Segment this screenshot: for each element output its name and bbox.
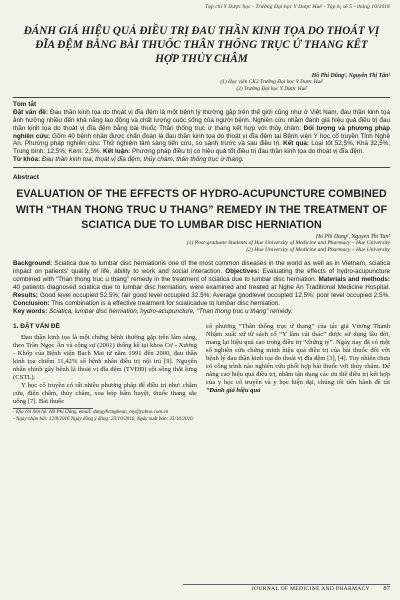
body-columns bbox=[13, 323, 390, 423]
methods-label: Đối tượng và phương pháp nghiên cứu: bbox=[13, 124, 390, 140]
objective-label: Đặt vấn đề: bbox=[13, 108, 48, 116]
english-abstract-label: Abstract bbox=[13, 174, 39, 182]
english-abstract bbox=[13, 260, 390, 308]
objectives-label: Objectives: bbox=[225, 267, 260, 275]
body-paragraph: Đau thần kinh tọa là một chứng bệnh thường gặp trên lâm sàng, theo Trần Ngọc Ân và cộng sự (2001) thống kê tại khoa Cơ - Xương - Khớp của Bệnh viện Bạch Mai từ năm 1991 đến 2000, đau thần kinh tọa chiếm 11,42% số bệnh nhân điều trị nội trú [9]. Nguyên nhân chính gây bệnh là thoát vị đĩa đệm (TVĐĐ) cột sống thắt lưng (CSTL). bbox=[13, 333, 197, 382]
body-paragraph-text: cổ phương “Thân thống trục ứ thang” của tác giả Vương Thanh Nhậm xuất xứ từ sách cổ “Y lâm cải thác” được sử dụng lâu đời, mang lại hiệu quả cao trong điều trị “chứng tý”. Ngày nay đã có một số nghiên cứu chứng minh hiệu quả điều trị của bài thuốc đối với bệnh lý đau thần kinh tọa do thoát vị đĩa đệm [3], [4]. Tuy nhiên chưa có công trình nào nghiên cứu phối hợp bài thuốc với thủy châm. Để nâng cao hiệu quả điều trị, nhằm tận dụng các ưu thế điều trị kết hợp của y học cổ truyền và y học hiện đại, chúng tôi tiến hành đề tài bbox=[206, 322, 390, 387]
vietnamese-abstract-label: Tóm tắt bbox=[13, 100, 37, 108]
vietnamese-affiliation-2: (2) Trường Đại học Y Dược Huế bbox=[236, 86, 307, 93]
vietnamese-keywords bbox=[13, 156, 390, 164]
materials-methods-label: Materials and methods: bbox=[318, 275, 390, 283]
page-footer bbox=[13, 586, 390, 596]
footer-rule bbox=[183, 584, 390, 585]
journal-name: JOURNAL OF MEDICINE AND PHARMACY bbox=[251, 586, 370, 592]
body-paragraph: Y học cổ truyền có rất nhiều phương pháp để điều trị như: châm cứu, điện châm, thủy châm, xoa bóp bấm huyệt, thuốc thang sắc uống [7]. Bài thuốc bbox=[13, 382, 197, 406]
materials-methods-text: 40 patients diagnosed sciatica due to lumbar disc herniation, were examined and treated at Nghe An Traditional Medicine Hospital. bbox=[13, 283, 390, 291]
left-column bbox=[13, 323, 197, 423]
conclusion-label: Conclusion: bbox=[13, 299, 50, 307]
footnote-contact: - Địa chỉ liên hệ: Hồ Phi Dũng, email: dungyhctnghean_my@yahoo.com.vn bbox=[13, 409, 169, 416]
english-affiliation-1: (1) Post-graduate Students of Hue University of Medicine and Pharmacy – Hue University bbox=[186, 240, 390, 247]
english-title: EVALUATION OF THE EFFECTS OF HYDRO-ACUPUNCTURE COMBINED WITH “THAN THONG TRUC U THANG” REMEDY IN THE TREATMENT OF SCIATICA DUE TO LUMBAR DISC HERNIATION bbox=[15, 188, 388, 232]
objective-text: Đau thần kinh tọa do thoát vị đĩa đệm là một bệnh lý thường gặp trên thế giới cũng như ở Việt Nam, đau thần kinh tọa ảnh hưởng nhiều đến khả năng lao động và chất lượng cuộc sống của người bệnh. Nghiên cứu nhằm đánh giá hiệu quả điều trị đau thần kinh tọa do thoát vị đĩa đệm bằng bài thuốc Thân thống trục ứ thang kết hợp với thủy châm. bbox=[13, 108, 390, 132]
keywords-label: Key words: bbox=[13, 307, 48, 315]
page-number: 87 bbox=[383, 585, 390, 592]
english-keywords bbox=[13, 308, 390, 316]
results-label: Kết quả: bbox=[283, 140, 309, 148]
conclusion-text: This combination is a effective treatment for sciaticadue to lumbar disc herniation. bbox=[49, 299, 281, 307]
divider bbox=[13, 97, 390, 98]
results-text: Good level occupied 52.5%; fair good level occupied 32.5%; Average goodlevel occupied 12.5%; poor level occupied 2.5%. bbox=[38, 291, 390, 299]
body-paragraph bbox=[206, 323, 390, 396]
running-head: Tạp chí Y Dược học - Trường Đại học Y Dược Huế - Tập 6, số 5 - tháng 10/2016 bbox=[204, 4, 390, 10]
keywords-text: Đau thần kinh tọa, thoát vị đĩa đệm, thủy châm, thân thống trục ứ thang. bbox=[40, 156, 244, 164]
vietnamese-authors: Hồ Phi Dũng¹, Nguyễn Thị Tân² bbox=[311, 72, 390, 79]
footnote-dates: - Ngày nhận bài: 12/8/2016 Ngày đồng ý đăng: 25/10/2016, Ngày xuất bản: 25/10/2016 bbox=[13, 415, 193, 422]
objectives-text: Evaluating the effects of hydro-acupuncture combined with “Than thong truc u thang” remedy in the treatment of sciatica due to lumbar disc herniation. bbox=[13, 267, 390, 283]
vietnamese-affiliation-1: (1) Học viên CK2 Trường Đại học Y Dược Huế bbox=[220, 78, 323, 85]
background-text: Sciatica due to lumbar disc herniationis one of the most common diseases in the world as well as in Vietnam, sciatica impact on patients' quality of life, ability to work and social interaction. bbox=[13, 259, 390, 275]
english-authors: Ho Phi Dung¹, Nguyen Thi Tan² bbox=[315, 234, 390, 241]
keywords-label: Từ khóa: bbox=[13, 156, 41, 164]
study-title-fragment: “Đánh giá hiệu quả bbox=[206, 387, 261, 395]
methods-text: Gồm 40 bệnh nhân được chẩn đoán là đau thần kinh tọa do thoát vị đĩa đệm tại Bệnh viện Y học cổ truyền Tỉnh Nghệ An. Phương pháp nghiên cứu: Thử nghiệm lâm sàng tiến cứu, so sánh trước và sau điều trị. bbox=[13, 132, 390, 148]
right-column bbox=[206, 323, 390, 423]
divider bbox=[13, 167, 390, 168]
english-affiliation-2: (2) Hue University of Medicine and Pharmacy – Hue University bbox=[246, 247, 390, 254]
vietnamese-abstract bbox=[13, 109, 390, 156]
keywords-text: Sciatica, lumbar disc herniation, hydro-acupuncture, “Than thong truc u thang” remedy. bbox=[47, 307, 293, 315]
results-label: Results: bbox=[13, 291, 39, 299]
conclusion-label: Kết luận: bbox=[103, 148, 131, 156]
section-heading: 1. ĐẶT VẤN ĐỀ bbox=[13, 322, 60, 330]
background-label: Background: bbox=[13, 259, 53, 267]
conclusion-text: Phương pháp điều trị có hiệu quả tốt điều trị đau thần kinh tọa do thoát vị đĩa đệm. bbox=[130, 148, 364, 156]
results-text: Loại tốt 52,5%, Khá 32,5%; Trung bình: 12,5%; Kém: 2,5%. bbox=[13, 140, 391, 156]
vietnamese-title: ĐÁNH GIÁ HIỆU QUẢ ĐIỀU TRỊ ĐAU THẦN KINH TỌA DO THOÁT VỊ ĐĨA ĐỆM BẰNG BÀI THUỐC THÂN THỐNG TRỤC Ứ THANG KẾT HỢP THỦY CHÂM bbox=[23, 25, 380, 66]
